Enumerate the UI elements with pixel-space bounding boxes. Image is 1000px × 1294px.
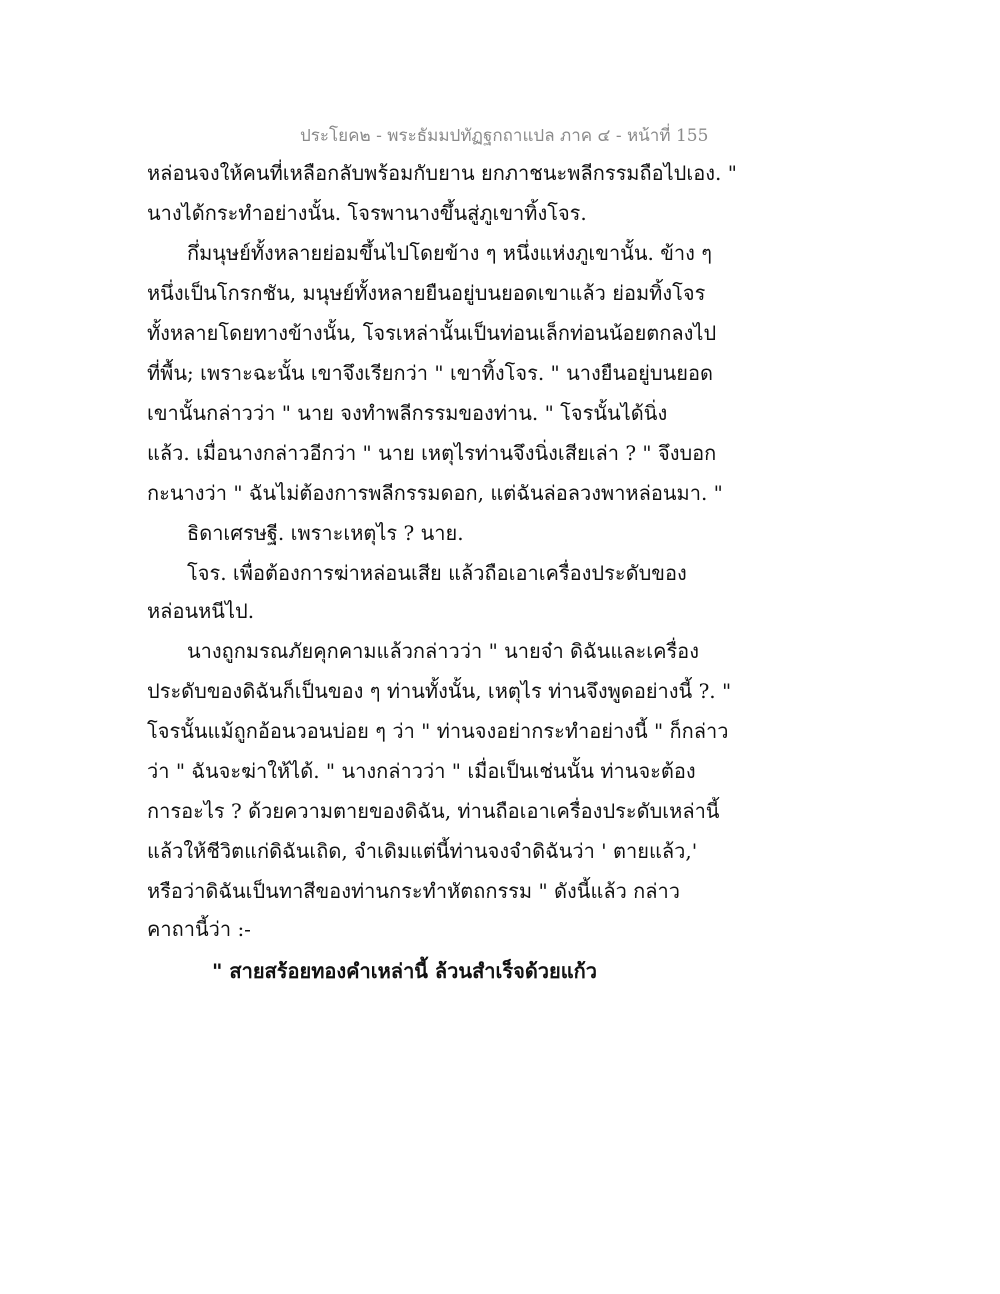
- text-line: ประดับของดิฉันก็เป็นของ ๆ ท่านทั้งนั้น, เหตุไร ท่านจึงพูดอย่างนี้ ?. ": [147, 679, 732, 703]
- text-line: โจรนั้นแม้ถูกอ้อนวอนบ่อย ๆ ว่า " ท่านจงอย่ากระทำอย่างนี้ " ก็กล่าว: [147, 719, 729, 743]
- page-header: ประโยค๒ - พระธัมมปทัฏฐกถาแปล ภาค ๔ - หน้าที่ 155: [300, 126, 709, 146]
- text-line: ทั้งหลายโดยทางข้างนั้น, โจรเหล่านั้นเป็นท่อนเล็กท่อนน้อยตกลงไป: [147, 321, 717, 345]
- text-line: หนึ่งเป็นโกรกชัน, มนุษย์ทั้งหลายยืนอยู่บนยอดเขาแล้ว ย่อมทิ้งโจร: [147, 281, 706, 305]
- text-line: การอะไร ? ด้วยความตายของดิฉัน, ท่านถือเอาเครื่องประดับเหล่านี้: [147, 799, 720, 823]
- text-line: นางได้กระทำอย่างนั้น. โจรพานางขึ้นสู่ภูเขาทิ้งโจร.: [147, 201, 587, 225]
- verse-line: " สายสร้อยทองคำเหล่านี้ ล้วนสำเร็จด้วยแก้ว: [212, 959, 597, 983]
- paragraph-start-line: โจร. เพื่อต้องการฆ่าหล่อนเสีย แล้วถือเอาเครื่องประดับของ: [187, 561, 687, 585]
- paragraph-start-line: นางถูกมรณภัยคุกคามแล้วกล่าวว่า " นายจ๋า ดิฉันและเครื่อง: [187, 639, 699, 663]
- text-line: แล้ว. เมื่อนางกล่าวอีกว่า " นาย เหตุไรท่านจึงนิ่งเสียเล่า ? " จึงบอก: [147, 441, 717, 465]
- text-line: หล่อนจงให้คนที่เหลือกลับพร้อมกับยาน ยกภาชนะพลีกรรมถือไปเอง. ": [147, 161, 737, 185]
- text-line: เขานั้นกล่าวว่า " นาย จงทำพลีกรรมของท่าน. " โจรนั้นได้นิ่ง: [147, 401, 668, 425]
- paragraph-start-line: กึ่มนุษย์ทั้งหลายย่อมขึ้นไปโดยข้าง ๆ หนึ่งแห่งภูเขานั้น. ข้าง ๆ: [187, 241, 712, 265]
- text-line: ว่า " ฉันจะฆ่าให้ได้. " นางกล่าวว่า " เมื่อเป็นเช่นนั้น ท่านจะต้อง: [147, 759, 696, 783]
- text-line: กะนางว่า " ฉันไม่ต้องการพลีกรรมดอก, แต่ฉันล่อลวงพาหล่อนมา. ": [147, 481, 723, 505]
- text-line: หรือว่าดิฉันเป็นทาสีของท่านกระทำหัตถกรรม " ดังนี้แล้ว กล่าว: [147, 879, 681, 903]
- text-line: คาถานี้ว่า :-: [147, 917, 251, 941]
- text-line: ที่พื้น; เพราะฉะนั้น เขาจึงเรียกว่า " เขาทิ้งโจร. " นางยืนอยู่บนยอด: [147, 361, 713, 385]
- text-line: หล่อนหนีไป.: [147, 599, 255, 623]
- text-line: แล้วให้ชีวิตแก่ดิฉันเถิด, จำเดิมแต่นี้ท่านจงจำดิฉันว่า ' ตายแล้ว,': [147, 839, 698, 863]
- paragraph-start-line: ธิดาเศรษฐี. เพราะเหตุไร ? นาย.: [187, 521, 464, 545]
